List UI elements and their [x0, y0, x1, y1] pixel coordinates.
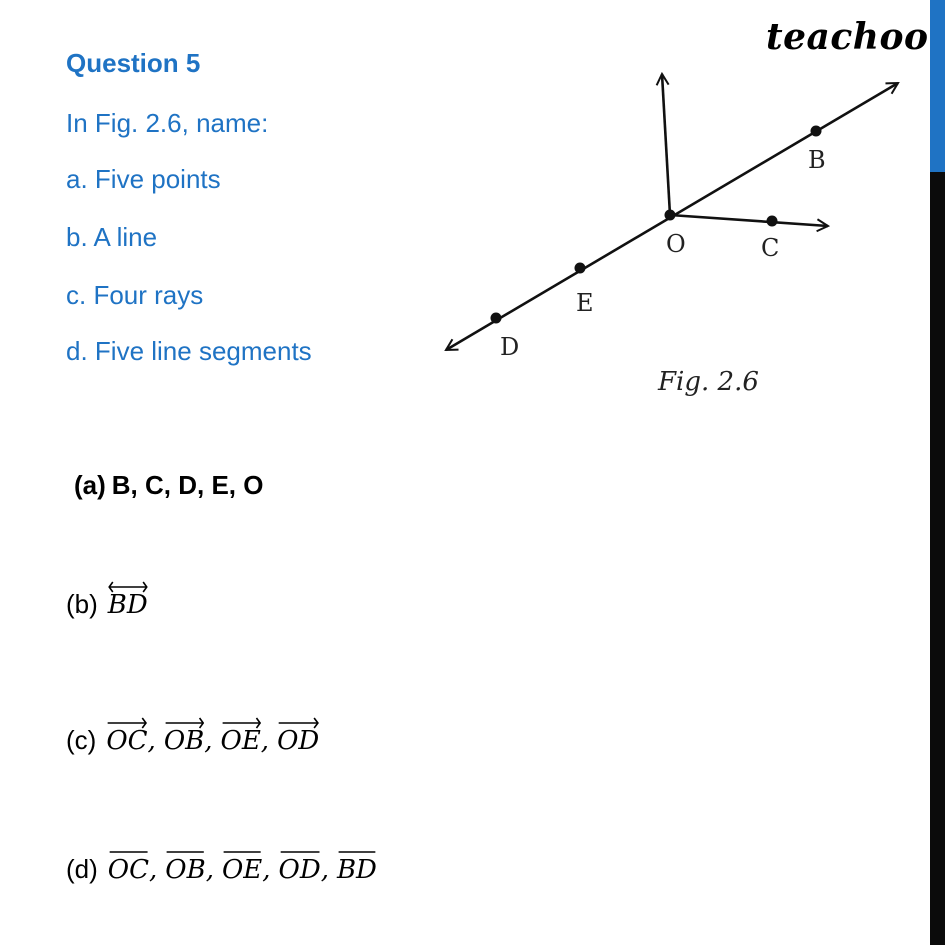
- symbol-ray-od: OD: [277, 716, 319, 754]
- question-title: Question 5: [66, 48, 201, 78]
- question-intro: In Fig. 2.6, name:: [66, 108, 269, 138]
- teachoo-logo: teachoo: [766, 16, 929, 58]
- comma-separator: ,: [320, 855, 329, 885]
- ray-mark: [277, 716, 319, 730]
- symbol-segment-od: OD: [279, 845, 321, 883]
- comma-separator: ,: [204, 726, 213, 756]
- question-part-a: a. Five points: [66, 164, 221, 194]
- symbol-segment-oe: OE: [222, 845, 262, 883]
- symbol-ray-oe: OE: [221, 716, 261, 754]
- question-part-d: d. Five line segments: [66, 336, 312, 366]
- point-o: [665, 210, 676, 221]
- symbol-line-bd: BD: [108, 580, 148, 618]
- segment-mark: [108, 845, 149, 859]
- symbol-ray-ob: OB: [164, 716, 204, 754]
- segment-mark: [165, 845, 205, 859]
- answer-d: [66, 845, 377, 885]
- answer-d-symbols: [108, 854, 377, 884]
- comma-separator: ,: [262, 855, 271, 885]
- ray-vertical: [662, 74, 670, 215]
- line-mark: [108, 580, 148, 594]
- ray-oc: [670, 215, 828, 226]
- comma-separator: ,: [149, 855, 158, 885]
- point-d: [491, 313, 502, 324]
- symbol-segment-oc: OC: [108, 845, 149, 883]
- answer-a-text: B, C, D, E, O: [111, 470, 264, 500]
- ray-mark: [221, 716, 261, 730]
- figure-2-6-diagram: [430, 60, 920, 370]
- answer-b: [66, 580, 148, 620]
- symbol-segment-ob: OB: [165, 845, 205, 883]
- segment-mark: [222, 845, 262, 859]
- symbol-segment-bd: BD: [337, 845, 377, 883]
- answer-c-label: (c): [66, 725, 97, 755]
- question-part-c: c. Four rays: [66, 280, 204, 310]
- label-c: C: [761, 234, 780, 262]
- point-c: [767, 216, 778, 227]
- figure-caption: Fig. 2.6: [658, 367, 759, 397]
- ray-mark: [106, 716, 147, 730]
- answer-c-symbols: [106, 725, 319, 755]
- label-d: D: [500, 333, 520, 361]
- comma-separator: ,: [205, 855, 214, 885]
- answer-b-symbols: [108, 589, 148, 619]
- comma-separator: ,: [147, 726, 156, 756]
- ray-mark: [164, 716, 204, 730]
- answer-d-label: (d): [66, 854, 98, 884]
- segment-mark: [279, 845, 321, 859]
- label-b: B: [808, 146, 826, 174]
- answer-b-label: (b): [66, 589, 98, 619]
- answer-c: [66, 716, 319, 756]
- label-e: E: [576, 289, 594, 317]
- point-b: [811, 126, 822, 137]
- comma-separator: ,: [260, 726, 270, 756]
- right-edge-accent: [930, 0, 945, 172]
- segment-mark: [337, 845, 377, 859]
- symbol-ray-oc: OC: [106, 716, 147, 754]
- answer-a-label: (a): [74, 470, 106, 500]
- question-part-b: b. A line: [66, 222, 158, 252]
- label-o: O: [666, 230, 686, 258]
- answer-a: [74, 470, 263, 501]
- point-e: [575, 263, 586, 274]
